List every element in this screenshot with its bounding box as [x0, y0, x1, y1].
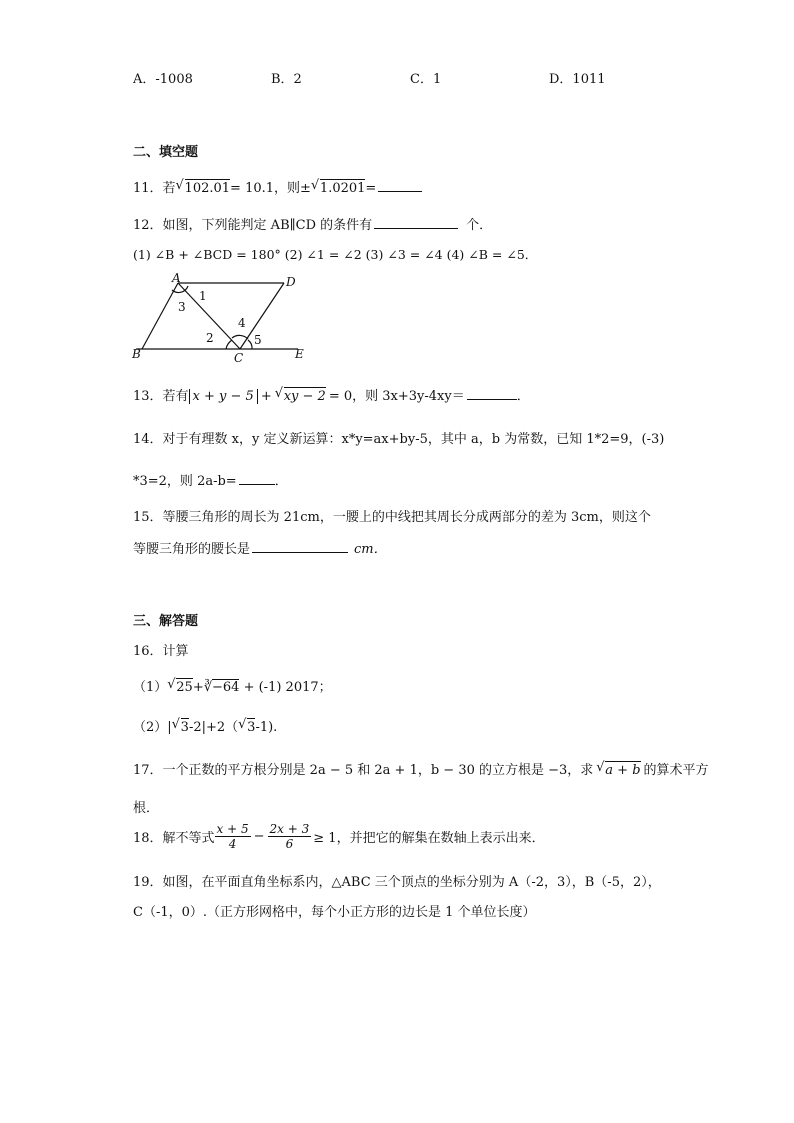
q16-p2-mid: -2|+2（: [188, 720, 239, 735]
q19-line-1: 19．如图，在平面直角坐标系内，△ABC 三个顶点的坐标分别为 A（-2，3），B（-5，2），: [133, 875, 661, 890]
q16-p2-end: -1).: [255, 720, 278, 735]
q11-pre: 11．若: [133, 181, 176, 196]
angle-arc-2: [226, 340, 232, 349]
segment-ab: [142, 283, 178, 349]
q16-p1-end: + (-1) 2017；: [239, 680, 332, 695]
q13-mid: = 0，则 3x+3y-4xy＝: [328, 389, 465, 404]
q15-line-1: 15．等腰三角形的周长为 21cm，一腰上的中线把其周长分成两部分的差为 3cm，则这个: [133, 510, 651, 525]
q11-eq1: = 10.1，则±: [230, 181, 311, 196]
question-18: [133, 822, 545, 851]
label-c: C: [234, 351, 244, 365]
q16-p2-sqrt-1: √ 3: [171, 717, 189, 735]
q15-end: cm．: [354, 542, 387, 557]
angle-arc-4: [232, 335, 248, 339]
q16-p1-sqrt: √ 25: [167, 677, 193, 695]
q14-blank: [239, 472, 275, 485]
q16-p1-pre: （1）: [133, 680, 168, 695]
q18-rest: ≥ 1，并把它的解集在数轴上表示出来．: [313, 831, 545, 846]
question-12: [133, 214, 492, 233]
label-angle-4: 4: [238, 316, 246, 330]
q13-radical: √ xy − 2: [274, 386, 326, 404]
q13-pre: 13．若有: [133, 389, 189, 404]
q11-radical-2: √ 1.0201: [310, 178, 366, 196]
choice-c: C．1: [410, 72, 442, 87]
label-angle-5: 5: [254, 333, 262, 347]
q11-radical-1: √ 102.01: [175, 178, 231, 196]
label-d: D: [286, 275, 296, 289]
q12-figure: [128, 272, 318, 368]
section-title-solve: 三、解答题: [133, 614, 199, 629]
q17-radical: √ a + b: [596, 760, 641, 778]
choice-d: D．1011: [549, 72, 606, 87]
q18-fraction-2: $\frac{2x + 3}{6}$: [269, 822, 310, 851]
label-e: E: [295, 347, 304, 361]
q13-plus: +: [260, 389, 272, 404]
q12-blank: [374, 216, 458, 229]
q17-line-1: [133, 759, 709, 778]
q14-end: ．: [274, 474, 288, 489]
choice-b: B．2: [271, 72, 302, 87]
label-angle-2: 2: [206, 331, 214, 345]
label-angle-1: 1: [199, 289, 207, 303]
q12-tail: 个．: [466, 218, 493, 233]
q16-title: 16．计算: [133, 644, 189, 659]
q13-blank: [467, 387, 517, 400]
q18-pre: 18．解不等式: [133, 831, 215, 846]
label-a: A: [172, 272, 181, 285]
section-title-fill-in: 二、填空题: [133, 145, 199, 160]
q15-pre: 等腰三角形的腰长是: [133, 542, 251, 557]
q14-line-2: [133, 470, 288, 489]
question-13: [133, 385, 530, 404]
label-b: B: [132, 347, 141, 361]
segment-dc: [240, 283, 284, 349]
q16-p1-mid: +∛: [192, 680, 213, 695]
q15-line-2: [133, 538, 387, 557]
choice-a: A．-1008: [133, 72, 193, 87]
q18-minus: −: [253, 829, 265, 844]
q16-part-2: [133, 716, 277, 735]
angle-arc-5: [248, 340, 252, 349]
q16-part-1: [133, 676, 332, 695]
q16-p2-pre: （2）|: [133, 720, 172, 735]
q17-line-2: 根．: [133, 801, 160, 816]
q19-line-2: C（-1，0）.（正方形网格中，每个小正方形的边长是 1 个单位长度）: [133, 905, 536, 920]
question-11: [133, 177, 422, 196]
q18-fraction-1: $\frac{x + 5}{4}$: [216, 822, 249, 851]
q16-p2-sqrt-2: √ 3: [238, 717, 256, 735]
q17-end: 的算术平方: [643, 763, 709, 778]
q13-end: ．: [516, 389, 530, 404]
q13-abs-expr: x + y − 5: [189, 389, 258, 404]
q14-line-1: 14．对于有理数 x，y 定义新运算：x*y=ax+by-5，其中 a，b 为常数，已知 1*2=9，(-3): [133, 432, 665, 447]
label-angle-3: 3: [178, 300, 186, 314]
q12-conditions: (1) ∠B + ∠BCD = 180° (2) ∠1 = ∠2 (3) ∠3 = ∠4 (4) ∠B = ∠5．: [133, 247, 538, 262]
q14-pre: *3=2，则 2a-b=: [133, 474, 237, 489]
q16-p1-cbrt-arg: −64: [212, 680, 240, 695]
q11-blank: [378, 179, 422, 192]
q15-blank: [252, 540, 348, 553]
q17-pre: 17．一个正数的平方根分别是 2a − 5 和 2a + 1，b − 30 的立方根是 −3，求: [133, 763, 594, 778]
q11-eq2: =: [365, 181, 377, 196]
q12-text: 12．如图，下列能判定 AB∥CD 的条件有: [133, 218, 373, 233]
